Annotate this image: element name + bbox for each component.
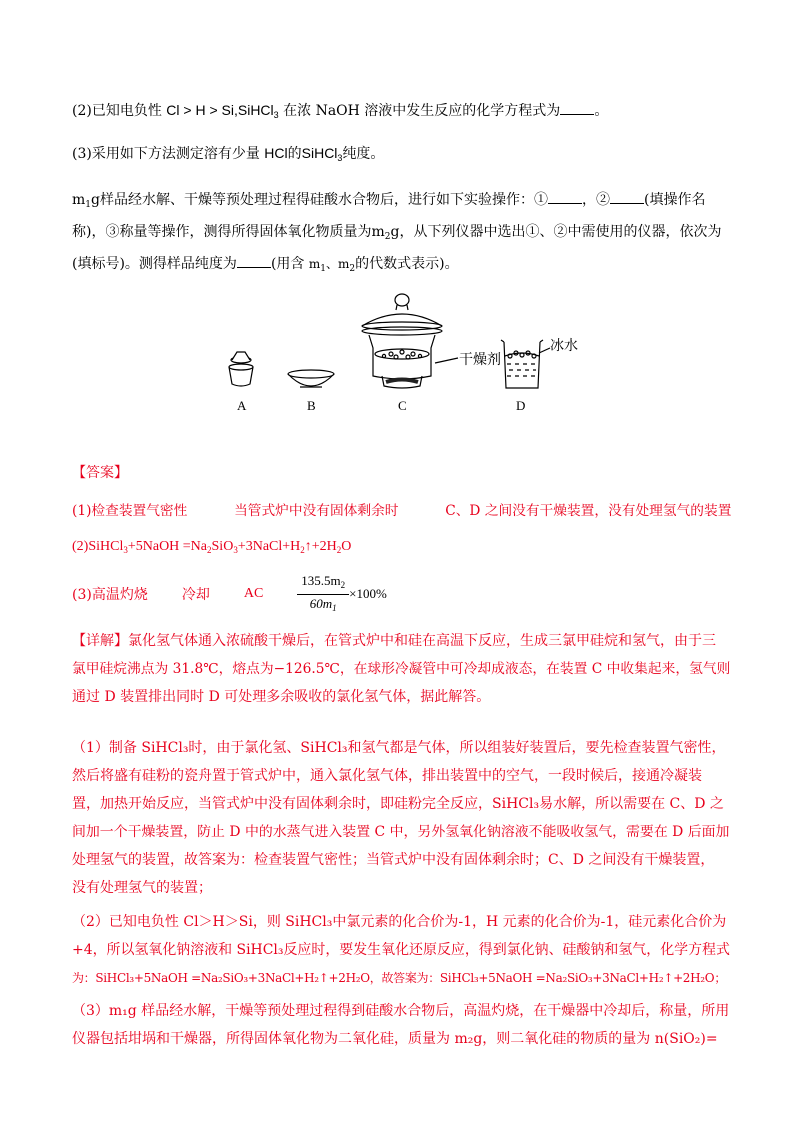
label-c: C <box>398 398 407 413</box>
answer-title: 【答案】 <box>72 465 128 481</box>
answer-row-2: (2)SiHCl$_3$+5NaOH $=Na_2SiO_3+3NaCl+H_2↑+2H_2O$ <box>72 539 352 555</box>
desiccator-icon <box>362 294 458 388</box>
detail-para-3: （3）m₁g 样品经水解，干燥等预处理过程得到硅酸水合物后，高温灼烧，在干燥器中冷却后，称量，所用 <box>72 1003 730 1019</box>
apparatus-diagram <box>210 288 590 420</box>
answer-row-3: (3)高温灼烧 冷却 AC $\frac{135.5m_2}{60m_1}$ ×100% <box>72 572 387 616</box>
question-2: (2)已知电负性 Cl > H > Si,SiHCl$_3$ 在浓 NaOH 溶液中发生反应的化学方程式为 。 <box>72 102 609 120</box>
ice-water-label: 冰水 <box>550 339 578 354</box>
crucible-icon <box>229 352 253 386</box>
label-a: A <box>237 398 247 413</box>
question-3: (3)采用如下方法测定溶有少量 HCl的SiHCl$_3$纯度。 <box>72 145 385 163</box>
answer-row-1: (1)检查装置气密性 当管式炉中没有固体剩余时 C、D 之间没有干燥装置，没有处理氢气的装置 <box>72 503 732 519</box>
detail-title: 【详解】 <box>72 633 128 649</box>
detail-para-1: （1）制备 SiHCl₃时，由于氯化氢、SiHCl₃和氢气都是气体，所以组装好装置后，要先检查装置气密性， <box>72 740 726 756</box>
detail-para-0: 【详解】氯化氢气体通入浓硫酸干燥后，在管式炉中和硅在高温下反应，生成三氯甲硅烷和氢气，由于三 <box>72 633 716 649</box>
ice-water-beaker-icon <box>501 340 550 388</box>
label-d: D <box>516 398 526 413</box>
procedure-line-2: 称)，③称量等操作，测得所得固体氧化物质量为$m_2g$，从下列仪器中选出①、②中需使用的仪器，依次为 <box>72 224 722 242</box>
procedure-line-3: (填标号)。测得样品纯度为 (用含 $m_1$、$m_2$的代数式表示)。 <box>72 256 459 274</box>
evaporating-dish-icon <box>288 370 334 387</box>
answer-blank <box>560 102 594 115</box>
detail-para-2: （2）已知电负性 Cl＞H＞Si，则 SiHCl₃中氯元素的化合价为-1，H 元素的化合价为-1，硅元素化合价为 <box>72 914 727 930</box>
label-b: B <box>307 398 316 413</box>
procedure-line-1: $m_1g$样品经水解、干燥等预处理过程得硅酸水合物后，进行如下实验操作：① ，② (填操作名 <box>72 192 706 210</box>
electronegativity-formula: Cl > H > Si,SiHCl$_3$ <box>166 102 279 120</box>
desiccant-label: 干燥剂 <box>459 353 501 368</box>
purity-fraction: $\frac{135.5m_2}{60m_1}$ <box>297 572 349 617</box>
